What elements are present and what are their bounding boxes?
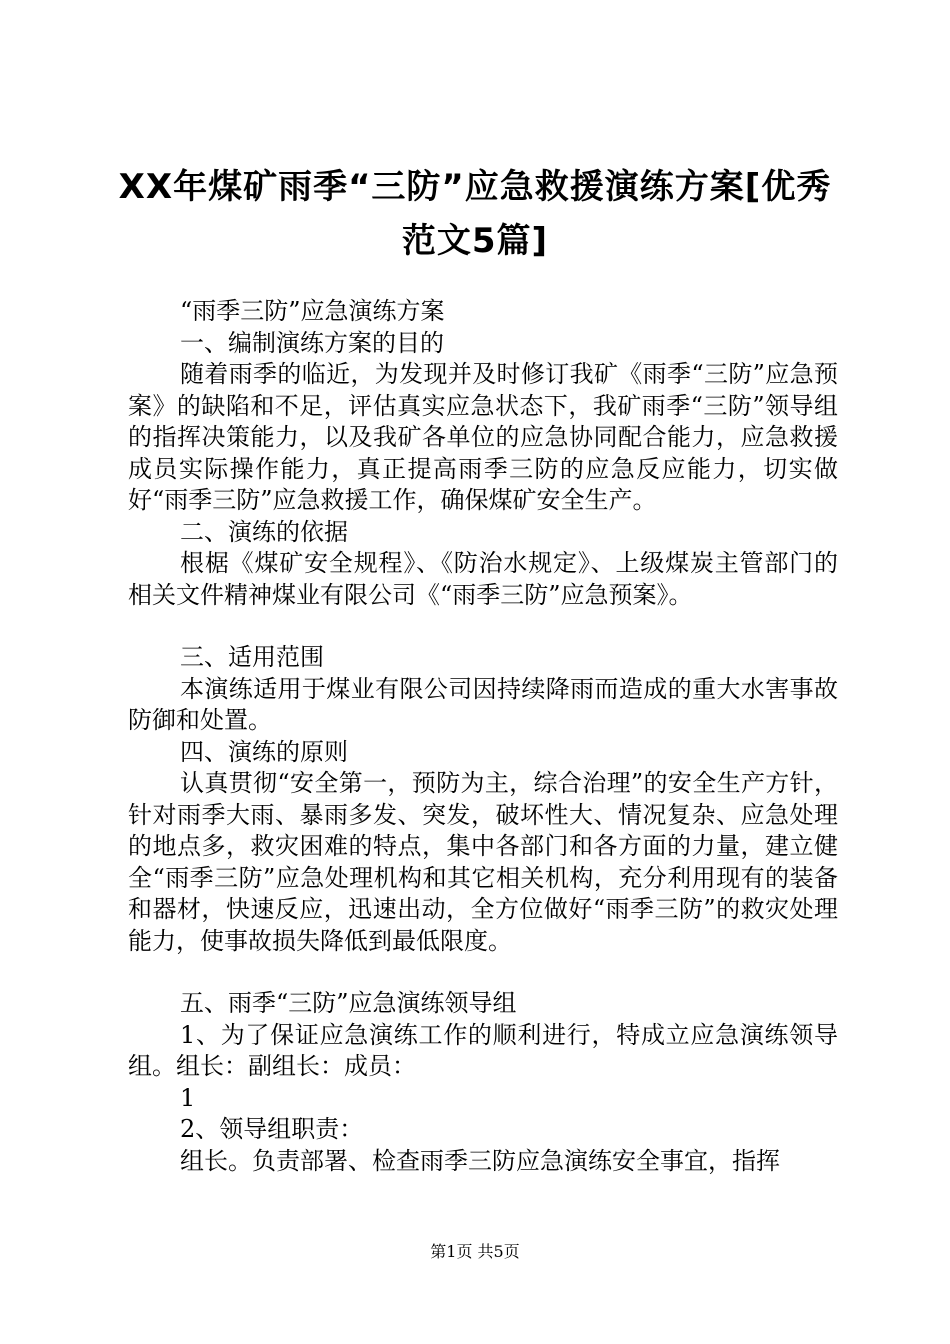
document-body — [128, 296, 838, 1177]
paragraph-number: 1 — [180, 1083, 196, 1112]
section-heading-scope: 三、适用范围 — [180, 643, 324, 671]
paragraph-purpose: 随着雨季的临近，为发现并及时修订我矿《雨季“三防”应急预案》的缺陷和不足，评估真实应急状态下，我矿雨季“三防”领导组的指挥决策能力，以及我矿各单位的应急协同配合能力，应急救援成员实际操作能力，真正提高雨季三防的应急反应能力，切实做好“雨季三防”应急救援工作，确保煤矿安全生产。 — [128, 360, 838, 514]
paragraph-plan-name: “雨季三防”应急演练方案 — [180, 297, 445, 325]
paragraph-scope: 本演练适用于煤业有限公司因持续降雨而造成的重大水害事故防御和处置。 — [128, 674, 838, 734]
document-title: XX年煤矿雨季“三防”应急救援演练方案[优秀范文5篇] — [118, 167, 832, 261]
paragraph-basis: 根椐《煤矿安全规程》、《防治水规定》、上级煤炭主管部门的相关文件精神煤业有限公司《“雨季三防”应急预案》。 — [128, 549, 838, 609]
paragraph-leadership: 1、为了保证应急演练工作的顺利进行，特成立应急演练领导组。组长：副组长：成员： — [128, 1020, 838, 1080]
section-heading-purpose: 一、编制演练方案的目的 — [180, 328, 444, 357]
page-footer: 第1页 共5页 — [430, 1242, 520, 1261]
section-heading-basis: 二、演练的依据 — [180, 517, 348, 546]
paragraph-principles: 认真贯彻“安全第一，预防为主，综合治理”的安全生产方针，针对雨季大雨、暴雨多发、突发，破坏性大、情况复杂、应急处理的地点多，救灾困难的特点，集中各部门和各方面的力量，建立健全“雨季三防”应急处理机构和其它相关机构，充分利用现有的装备和器材，快速反应，迅速出动，全方位做好“雨季三防”的救灾处理能力，使事故损失降低到最低限度。 — [128, 769, 838, 955]
section-heading-leadership: 五、雨季“三防”应急演练领导组 — [180, 989, 517, 1017]
paragraph-duties: 组长。负责部署、检查雨季三防应急演练安全事宜，指挥 — [180, 1146, 780, 1175]
section-heading-duties: 2、领导组职责： — [180, 1115, 364, 1143]
section-heading-principles: 四、演练的原则 — [180, 737, 348, 766]
